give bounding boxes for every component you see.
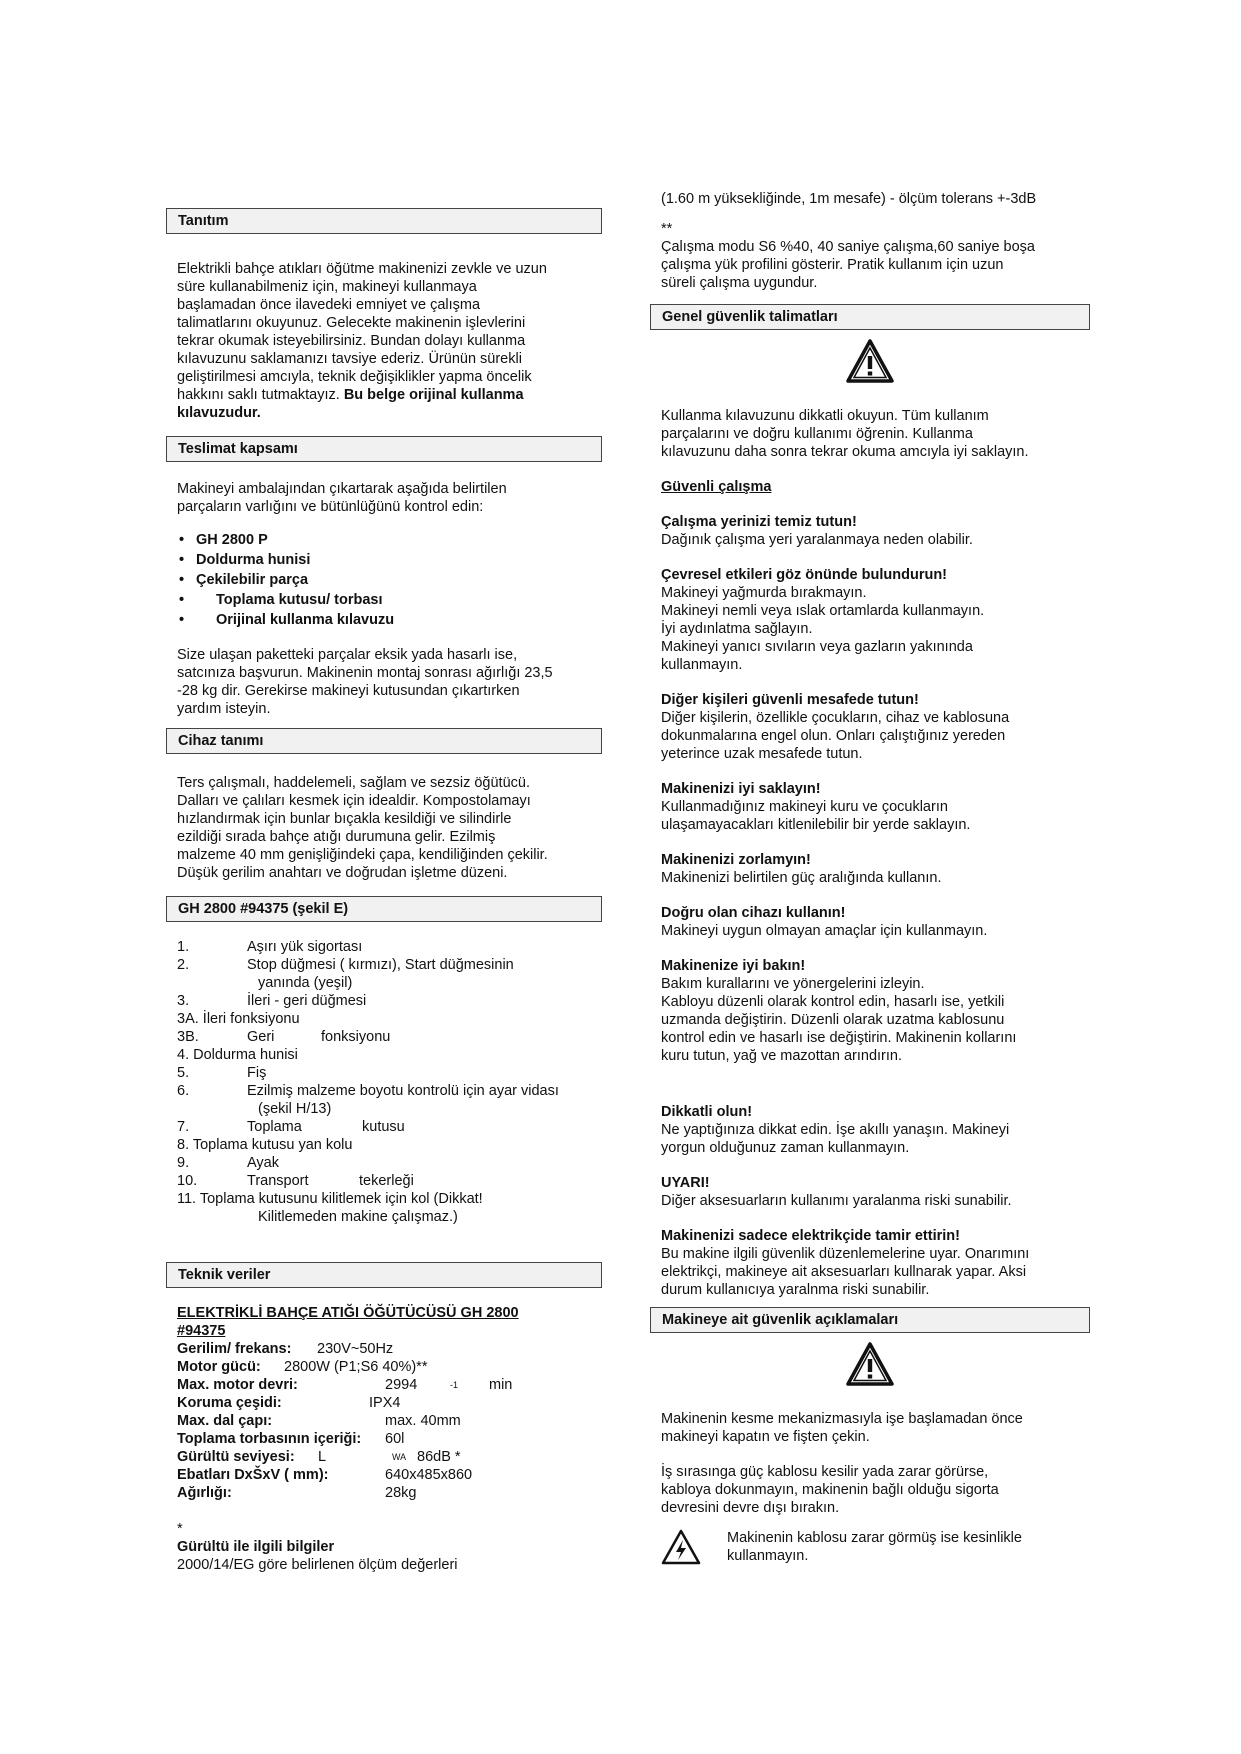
- safe-work-heading: Güvenli çalışma: [661, 479, 772, 495]
- text-line: kontrol edin ve hasarlı ise değiştirin. Makinenin kollarını: [661, 1030, 1017, 1046]
- text-line: Dalları ve çalıları kesmek için idealdir. Kompostolamayı: [177, 793, 531, 809]
- text-line: Kullanma kılavuzunu dikkatli okuyun. Tüm kullanım: [661, 408, 989, 424]
- list-item: 3. İleri - geri düğmesi: [177, 993, 367, 1009]
- tanitim-paragraph: [166, 260, 602, 422]
- list-item-continuation: yanında (yeşil): [258, 975, 353, 991]
- text-line: yorgun olduğunuz zaman kullanmayın.: [661, 1140, 910, 1156]
- original-manual-note: kılavuzudur.: [177, 405, 261, 421]
- spec-row: Ebatları DxŠxV ( mm): 640x485x860: [177, 1467, 473, 1483]
- text-run: Makineniz: [661, 852, 731, 868]
- text-line: Dağınık çalışma yeri yaralanmaya neden olabilir.: [661, 532, 973, 548]
- text-line: Çalışma modu S6 %40, 40 saniye çalışma,60 saniye boşa: [661, 239, 1035, 255]
- text-run: i zorlamyın!: [730, 852, 811, 868]
- text-line: süre kullanabilmeniz için, makineyi kullanmaya: [177, 279, 477, 295]
- text-line: kullanmayın.: [727, 1548, 809, 1564]
- text-line: çalışma yük profilini gösterir. Pratik kullanım için uzun: [661, 257, 1004, 273]
- warning-sign: [650, 339, 1090, 385]
- text-line: Ters çalışmalı, haddelemeli, sağlam ve sezsiz öğütücü.: [177, 775, 530, 791]
- text-line: parçaların varlığını ve bütünlüğünü kontrol edin:: [177, 499, 484, 515]
- text-line: -28 kg dir. Gerekirse makineyi kutusundan çıkartırken: [177, 683, 520, 699]
- text-line: tekrar okumak isteyebilirsiniz. Bundan dolayı kullanma: [177, 333, 526, 349]
- warning-title: UYARI!: [661, 1175, 710, 1191]
- footnote-marker: *: [177, 1521, 183, 1537]
- rule-title: Diğer kişileri güvenli mesafede tutun!: [661, 692, 919, 708]
- left-column: [166, 208, 602, 1574]
- rule-title: Dikkatli olun!: [661, 1104, 753, 1120]
- text-line: Kabloyu düzenli olarak kontrol edin, hasarlı ise, yetkili: [661, 994, 1005, 1010]
- section-header-teslimat: Teslimat kapsamı: [166, 436, 602, 462]
- list-item: 6. Ezilmiş malzeme boyotu kontrolü için ayar vidası: [177, 1083, 559, 1099]
- text-line: (1.60 m yüksekliğinde, 1m mesafe) - ölçüm tolerans +-3dB: [661, 191, 1037, 207]
- text-line: kılavuzunu daha sonra tekrar okuma amcıyla iyi saklayın.: [661, 444, 1029, 460]
- list-item: • Orijinal kullanma kılavuzu: [196, 610, 602, 630]
- electric-warning: [650, 1529, 1090, 1565]
- spec-row: Toplama torbasının içeriği: 60l: [177, 1431, 405, 1447]
- noise-info-title: Gürültü ile ilgili bilgiler: [177, 1539, 335, 1555]
- text-line: elektrikçi, makineye ait aksesuarları kullnarak yapar. Aksi: [661, 1264, 1027, 1280]
- list-item: • Doldurma hunisi: [196, 550, 602, 570]
- list-item: 5. Fiş: [177, 1065, 267, 1081]
- text-line: uzmanda değiştirin. Düzenli olarak uzatma kablosunu: [661, 1012, 1005, 1028]
- text-line: Makineyi ambalajından çıkartarak aşağıda belirtilen: [177, 481, 507, 497]
- text-line: durum kullanıcıya yaralnma riski sunabilir.: [661, 1282, 930, 1298]
- warning-sign: [650, 1342, 1090, 1388]
- spec-row: Max. motor devri: 2994 -1 min: [177, 1377, 513, 1393]
- text-line: Makinenin kablosu zarar görmüş ise kesinlikle: [727, 1530, 1022, 1546]
- footnote-marker: **: [661, 221, 673, 237]
- text-line: kabloya dokunmayın, makinenin bağlı olduğu sigorta: [661, 1482, 999, 1498]
- text-line: devresini devre dışı bırakın.: [661, 1500, 840, 1516]
- text-run: hakkını saklı tutmaktayız.: [177, 387, 344, 403]
- text-line: parçalarını ve doğru kullanımı öğrenin. Kullanma: [661, 426, 973, 442]
- text-line: başlamadan önce ilavedeki emniyet ve çalışma: [177, 297, 481, 313]
- section-header-cihaz: Cihaz tanımı: [166, 728, 602, 754]
- text-line: Size ulaşan paketteki parçalar eksik yada hasarlı ise,: [177, 647, 518, 663]
- spec-row: Koruma çeşidi: IPX4: [177, 1395, 401, 1411]
- high-voltage-icon: [661, 1529, 701, 1565]
- text-line: Bu makine ilgili güvenlik düzenlemelerine uyar. Onarımını: [661, 1246, 1030, 1262]
- warning-triangle-icon: [846, 1342, 894, 1386]
- text-line: Bakım kurallarını ve yönergelerini izleyin.: [661, 976, 925, 992]
- rule-title: Makinenizi sadece elektrikçide tamir ettirin!: [661, 1228, 960, 1244]
- list-item: 11. Toplama kutusunu kilitlemek için kol (Dikkat!: [177, 1191, 483, 1207]
- cable-warning-text: [727, 1529, 1022, 1565]
- text-line: talimatlarını okuyunuz. Gelecekte makinenin işlevlerini: [177, 315, 526, 331]
- text-line: Makinenin kesme mekanizmasıyla işe başlamadan önce: [661, 1411, 1023, 1427]
- parts-list: [166, 938, 602, 1226]
- section-header-genel: Genel güvenlik talimatları: [650, 304, 1090, 330]
- text-line: Makinenizi belirtilen güç aralığında kullanın.: [661, 870, 942, 886]
- section-header-teknik: Teknik veriler: [166, 1262, 602, 1288]
- list-item: 3A. İleri fonksiyonu: [177, 1011, 300, 1027]
- list-item-continuation: (şekil H/13): [258, 1101, 332, 1117]
- delivery-list: [166, 530, 602, 630]
- text-line: İyi aydınlatma sağlayın.: [661, 621, 813, 637]
- technical-heading: ELEKTRİKLİ BAHÇE ATIĞI ÖĞÜTÜCÜSÜ GH 2800: [177, 1305, 519, 1321]
- list-item: 8. Toplama kutusu yan kolu: [177, 1137, 353, 1153]
- text-line: yeterince uzak mesafede tutun.: [661, 746, 863, 762]
- spec-row: Gürültü seviyesi: L WA 86dB *: [177, 1449, 461, 1465]
- rule-title: Doğru olan cihazı kullanın!: [661, 905, 846, 921]
- text-line: Elektrikli bahçe atıkları öğütme makinenizi zevkle ve uzun: [177, 261, 547, 277]
- text-line: Makineyi nemli veya ıslak ortamlarda kullanmayın.: [661, 603, 985, 619]
- original-manual-note: Bu belge orijinal kullanma: [343, 387, 524, 403]
- list-item: 10. Transport tekerleği: [177, 1173, 414, 1189]
- section-header-gh2800: GH 2800 #94375 (şekil E): [166, 896, 602, 922]
- rule-title: Makinenizi iyi saklayın!: [661, 781, 821, 797]
- text-line: dokunmalarına engel olun. Onları çalıştığınız yereden: [661, 728, 1006, 744]
- rule-title: [650, 851, 1090, 869]
- right-column: [650, 190, 1090, 1565]
- list-item: 7. Toplama kutusu: [177, 1119, 405, 1135]
- warning-triangle-icon: [846, 339, 894, 383]
- text-line: Kullanmadığınız makineyi kuru ve çocukların: [661, 799, 948, 815]
- text-line: Makineyi yanıcı sıvıların veya gazların yakınında: [661, 639, 973, 655]
- text-line: kullanmayın.: [661, 657, 743, 673]
- technical-data: [166, 1304, 602, 1574]
- list-item: 4. Doldurma hunisi: [177, 1047, 298, 1063]
- text-line: malzeme 40 mm genişliğindeki çapa, kendiliğinden çekilir.: [177, 847, 548, 863]
- text-line: [166, 386, 602, 404]
- spec-row: Max. dal çapı: max. 40mm: [177, 1413, 461, 1429]
- spec-row: Gerilim/ frekans: 230V~50Hz: [177, 1341, 394, 1357]
- spec-row: Ağırlığı: 28kg: [177, 1485, 417, 1501]
- list-item-continuation: Kilitlemeden makine çalışmaz.): [258, 1209, 458, 1225]
- list-item: 3B. Geri fonksiyonu: [177, 1029, 391, 1045]
- text-line: Makineyi uygun olmayan amaçlar için kullanmayın.: [661, 923, 988, 939]
- text-line: ezildiği sırada bahçe atığı durumuna gelir. Ezilmiş: [177, 829, 496, 845]
- rule-title: Makinenize iyi bakın!: [661, 958, 806, 974]
- spec-row: Motor gücü: 2800W (P1;S6 40%)**: [177, 1359, 428, 1375]
- text-line: satcınıza başvurun. Makinenin montaj sonrası ağırlığı 23,5: [177, 665, 553, 681]
- text-line: ulaşamayacakları kitlenilebilir bir yerde saklayın.: [661, 817, 971, 833]
- list-item: • Toplama kutusu/ torbası: [196, 590, 602, 610]
- text-line: kuru tutun, yağ ve mazottan arındırın.: [661, 1048, 902, 1064]
- list-item: • GH 2800 P: [196, 530, 602, 550]
- text-line: Düşük gerilim anahtarı ve doğrudan işletme düzeni.: [177, 865, 508, 881]
- text-line: Ne yaptığınıza dikkat edin. İşe akıllı yanaşın. Makineyi: [661, 1122, 1010, 1138]
- rule-title: Çalışma yerinizi temiz tutun!: [661, 514, 857, 530]
- technical-heading: #94375: [177, 1323, 226, 1339]
- text-line: İş sırasınga güç kablosu kesilir yada zarar görürse,: [661, 1464, 989, 1480]
- text-line: kılavuzunu saklamanızı tavsiye ederiz. Ürünün sürekli: [177, 351, 522, 367]
- list-item: 1. Aşırı yük sigortası: [177, 939, 363, 955]
- text-line: makineyi kapatın ve fişten çekin.: [661, 1429, 870, 1445]
- text-line: süreli çalışma uygundur.: [661, 275, 818, 291]
- text-line: geliştirilmesi amcıyla, teknik değişiklikler yapma öncelik: [177, 369, 532, 385]
- section-header-tanitim: Tanıtım: [166, 208, 602, 234]
- text-line: Makineyi yağmurda bırakmayın.: [661, 585, 867, 601]
- section-header-makineye: Makineye ait güvenlik açıklamaları: [650, 1307, 1090, 1333]
- text-line: yardım isteyin.: [177, 701, 271, 717]
- text-line: hızlandırmak için bunlar bıçakla kesildiği ve silindirle: [177, 811, 512, 827]
- list-item: • Çekilebilir parça: [196, 570, 602, 590]
- text-line: Diğer kişilerin, özellikle çocukların, cihaz ve kablosuna: [661, 710, 1010, 726]
- noise-info-text: 2000/14/EG göre belirlenen ölçüm değerleri: [177, 1557, 458, 1573]
- rule-title: Çevresel etkileri göz önünde bulundurun!: [661, 567, 947, 583]
- list-item: 9. Ayak: [177, 1155, 279, 1171]
- text-line: Diğer aksesuarların kullanımı yaralanma riski sunabilir.: [661, 1193, 1012, 1209]
- list-item: 2. Stop düğmesi ( kırmızı), Start düğmesinin: [177, 957, 514, 973]
